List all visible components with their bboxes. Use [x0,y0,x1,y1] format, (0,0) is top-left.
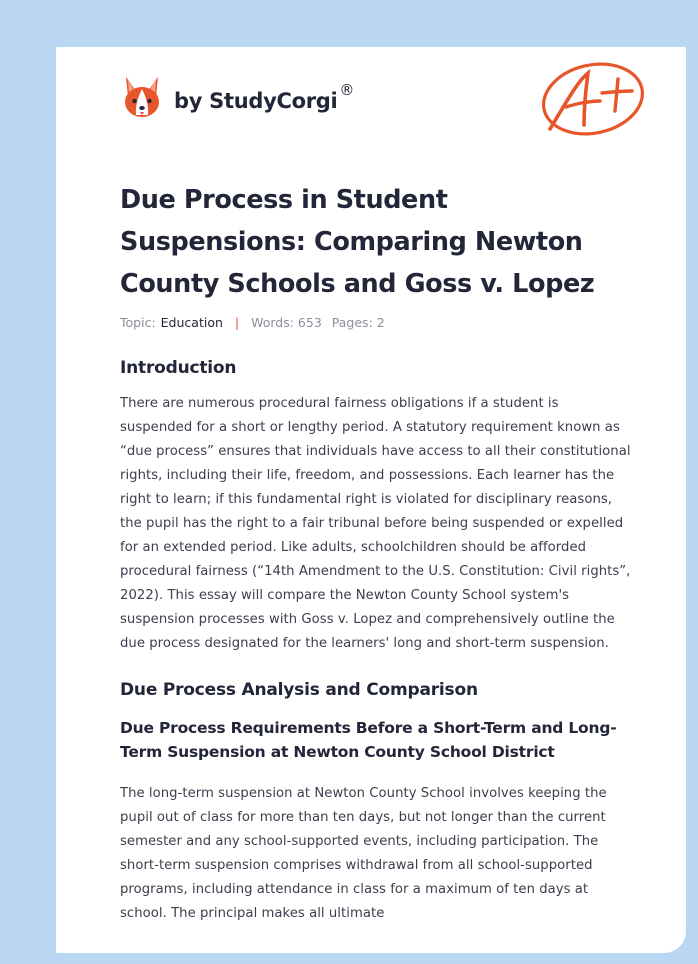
article-content [120,179,632,926]
topic-label: Topic: [120,315,156,330]
brand-logo[interactable] [122,75,354,121]
document-page [56,47,686,953]
meta-separator: | [234,315,240,330]
introduction-paragraph: There are numerous procedural fairness obligations if a student is suspended for a short or lengthy period. A statutory requirement known as “due process” ensures that individuals have access to all their constitutional rights, including their life, freedom, and possessions. Each learner has the right to learn; if this fundamental right is violated for disciplinary reasons, the pupil has the right to a fair tribunal before being suspended or expelled for an extended period. Like adults, schoolchildren should be afforded procedural fairness (“14th Amendment to the U.S. Constitution: Civil rights”, 2022). This essay will compare the Newton County School system's suspension processes with Goss v. Lopez and comprehensively outline the due process designated for the learners' long and short-term suspension. [120,396,631,651]
corgi-logo-icon [122,75,162,121]
requirements-paragraph: The long-term suspension at Newton County School involves keeping the pupil out of class for more than ten days, but not longer than the current semester and any school-supported events, including participation. The short-term suspension comprises withdrawal from all school-supported programs, including attendance in class for a maximum of ten days at school. The principal makes all ultimate [120,786,607,921]
registered-mark: ® [339,81,355,99]
page-count: Pages: 2 [331,315,385,330]
section-heading-analysis: Due Process Analysis and Comparison [120,680,478,700]
topic-link[interactable]: Education [160,315,223,330]
a-plus-grade-icon [538,59,648,139]
page-title: Due Process in Student Suspensions: Comparing Newton County Schools and Goss v. Lopez [120,185,595,299]
article-meta [120,315,632,330]
subsection-heading-requirements: Due Process Requirements Before a Short-Term and Long-Term Suspension at Newton County School District [120,719,617,761]
word-count: Words: 653 [251,315,322,330]
section-heading-introduction: Introduction [120,358,237,378]
brand-name-text: by StudyCorgi [174,89,338,113]
brand-name [174,81,355,113]
